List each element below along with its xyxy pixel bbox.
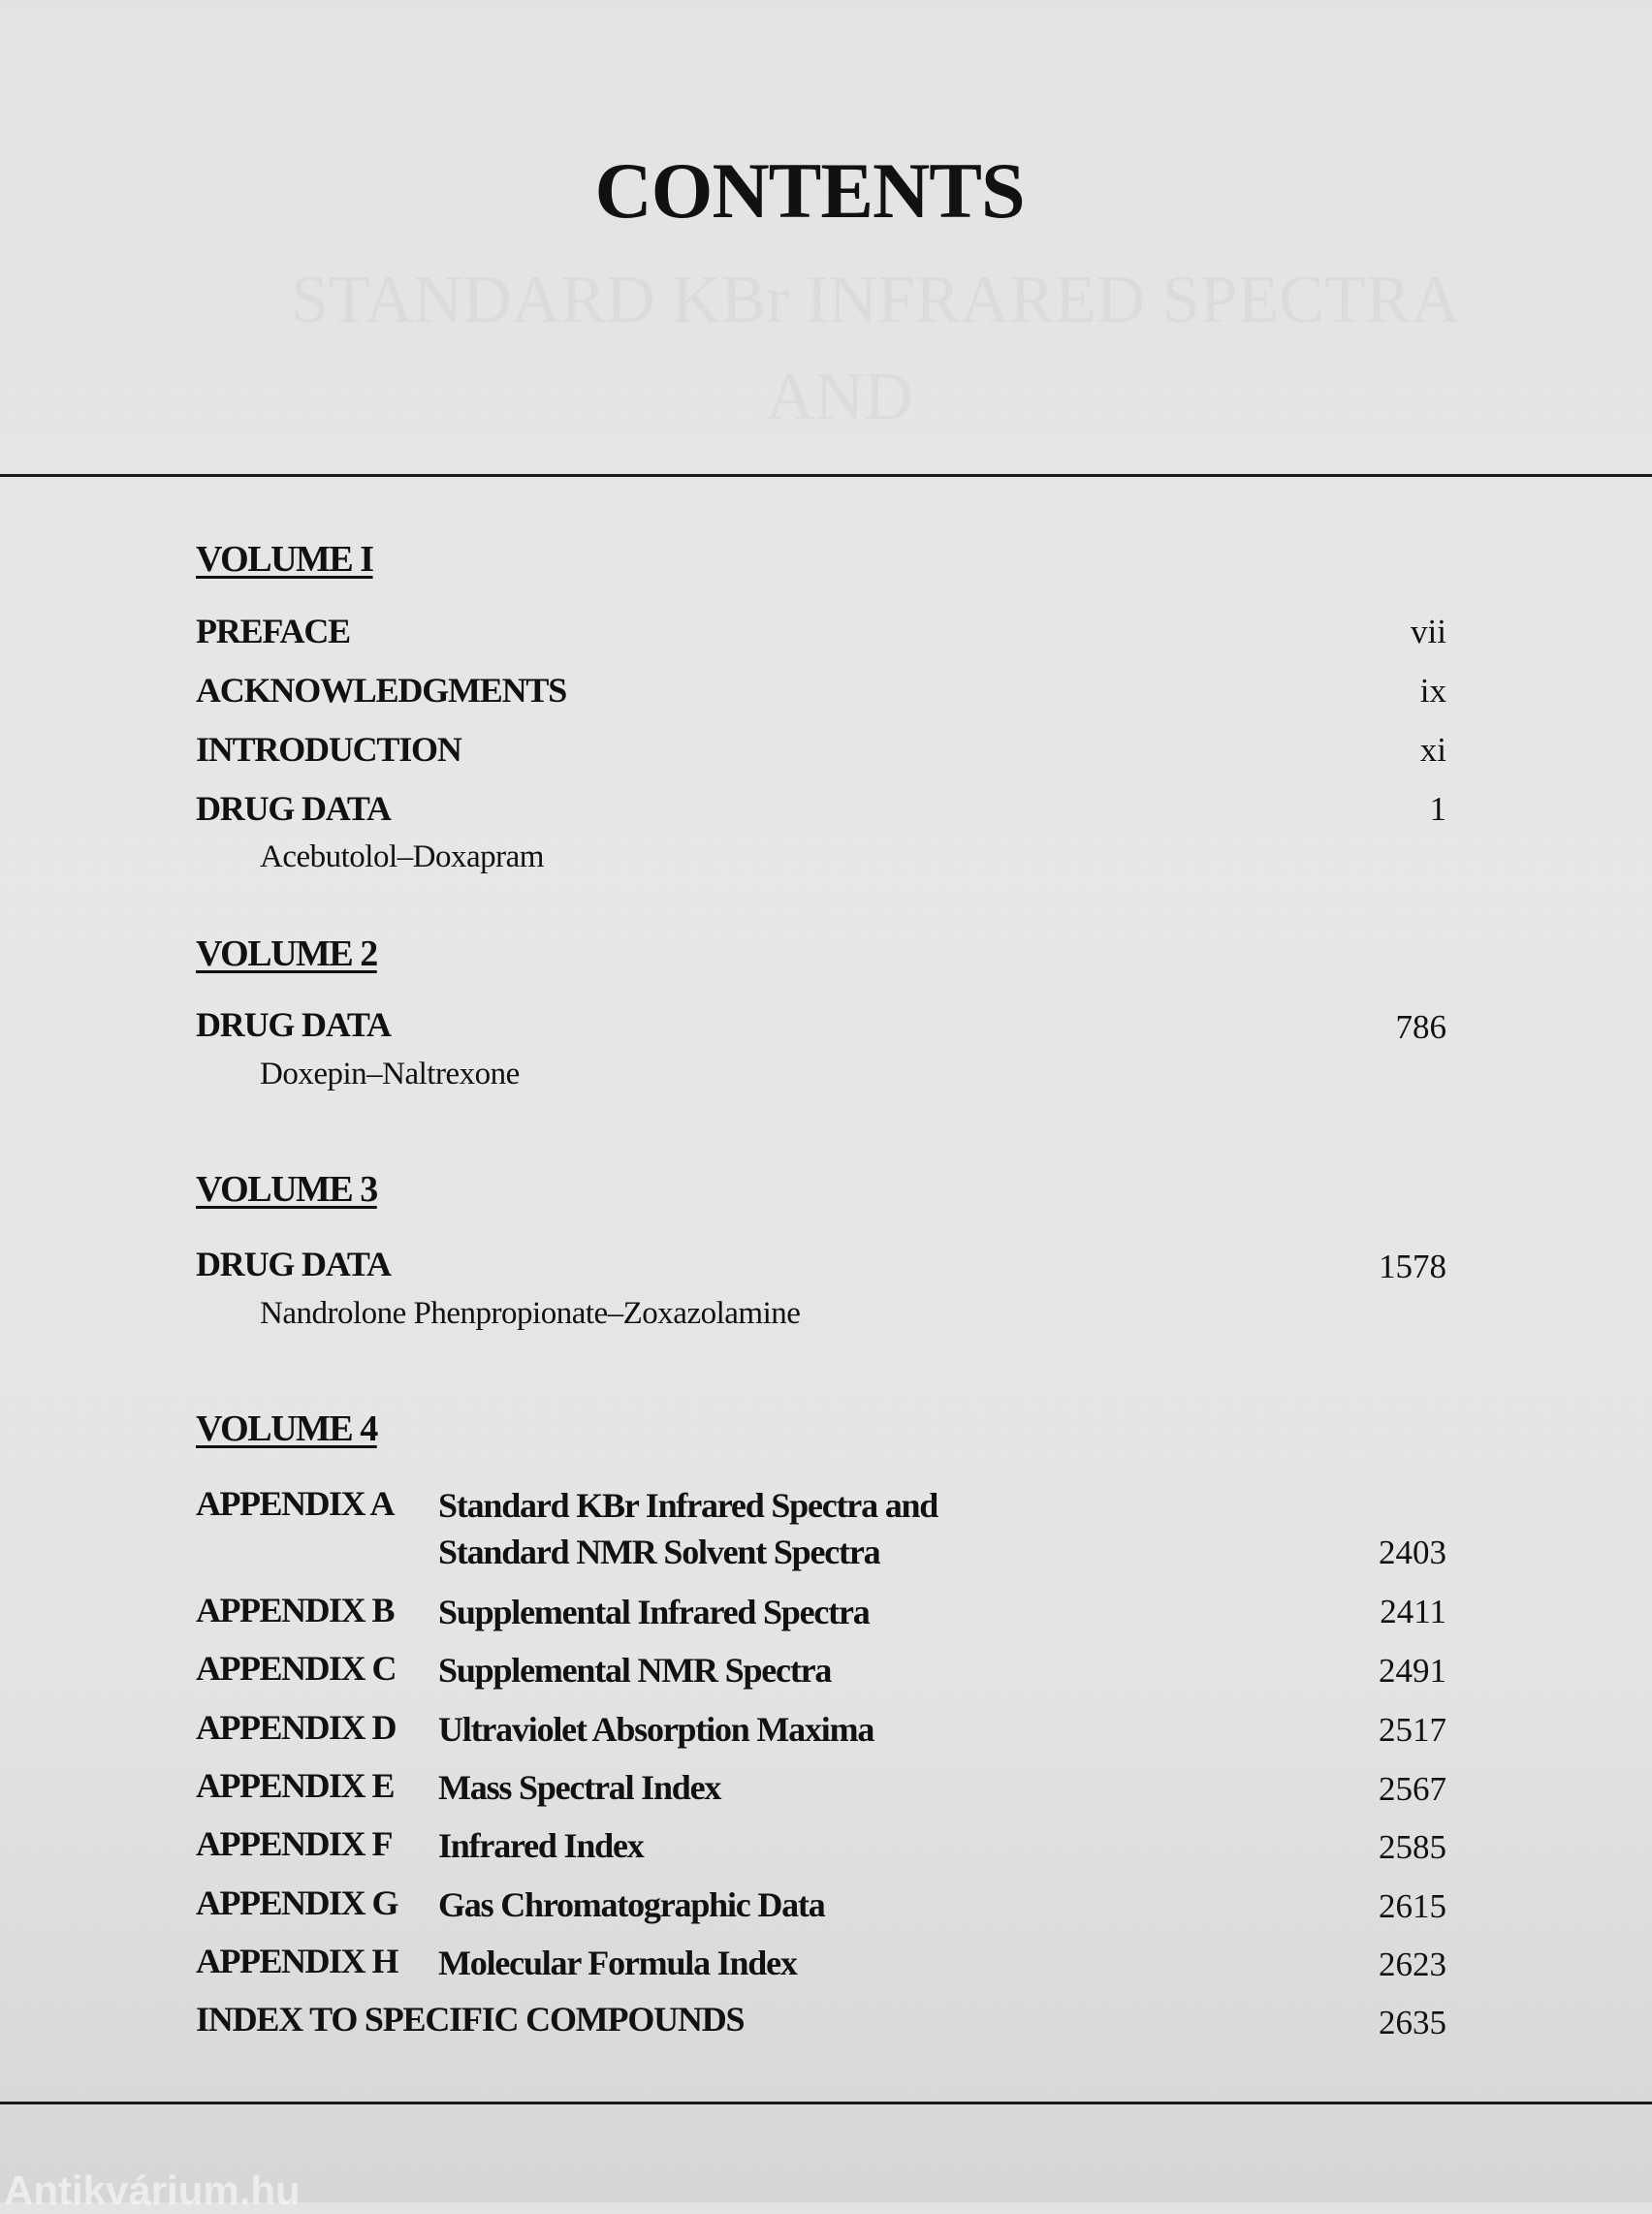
appendix-b-title: Supplemental Infrared Spectra xyxy=(438,1593,870,1631)
show-through-heading: STANDARD KBr INFRARED SPECTRA xyxy=(291,263,1460,337)
toc-entry-drug-data-3: DRUG DATA xyxy=(196,1245,391,1283)
appendix-c-page: 2491 xyxy=(1379,1652,1446,1690)
show-through-heading-2: AND xyxy=(766,360,913,434)
toc-entry-drug-data-2: DRUG DATA xyxy=(196,1005,391,1044)
toc-page-introduction: xi xyxy=(1419,731,1446,769)
toc-entry-preface: PREFACE xyxy=(196,612,350,650)
appendix-b-label: APPENDIX B xyxy=(196,1591,395,1629)
appendix-f-label: APPENDIX F xyxy=(196,1824,392,1863)
appendix-a-title-line1: Standard KBr Infrared Spectra and xyxy=(438,1486,938,1525)
appendix-c-label: APPENDIX C xyxy=(196,1649,396,1688)
volume-2-heading: VOLUME 2 xyxy=(196,933,377,974)
appendix-g-label: APPENDIX G xyxy=(196,1883,397,1922)
appendix-e-label: APPENDIX E xyxy=(196,1766,395,1805)
volume-4-heading: VOLUME 4 xyxy=(196,1408,377,1449)
appendix-f-title: Infrared Index xyxy=(438,1826,644,1865)
appendix-g-title: Gas Chromatographic Data xyxy=(438,1885,825,1924)
toc-page-drug-data-2: 786 xyxy=(1395,1008,1446,1046)
bottom-rule xyxy=(0,2102,1652,2104)
toc-page-index: 2635 xyxy=(1379,2004,1446,2041)
toc-page-drug-data-3: 1578 xyxy=(1379,1248,1446,1285)
appendix-a-page: 2403 xyxy=(1379,1534,1446,1571)
appendix-h-page: 2623 xyxy=(1379,1945,1446,1983)
toc-range-volume-2: Doxepin–Naltrexone xyxy=(260,1057,520,1091)
appendix-a-title-line2: Standard NMR Solvent Spectra xyxy=(438,1533,880,1571)
appendix-b-page: 2411 xyxy=(1380,1593,1446,1630)
appendix-d-label: APPENDIX D xyxy=(196,1708,396,1747)
appendix-c-title: Supplemental NMR Spectra xyxy=(438,1651,832,1690)
appendix-h-title: Molecular Formula Index xyxy=(438,1944,797,1982)
toc-page-preface: vii xyxy=(1411,613,1446,650)
appendix-e-title: Mass Spectral Index xyxy=(438,1768,721,1807)
appendix-e-page: 2567 xyxy=(1379,1770,1446,1808)
toc-entry-acknowledgments: ACKNOWLEDGMENTS xyxy=(196,671,567,710)
toc-range-volume-1: Acebutolol–Doxapram xyxy=(260,839,544,874)
toc-page-acknowledgments: ix xyxy=(1419,672,1446,710)
appendix-d-title: Ultraviolet Absorption Maxima xyxy=(438,1710,874,1749)
appendix-f-page: 2585 xyxy=(1379,1828,1446,1866)
appendix-a-label: APPENDIX A xyxy=(196,1484,395,1523)
watermark: Antikvárium.hu xyxy=(4,2167,301,2213)
toc-entry-index: INDEX TO SPECIFIC COMPOUNDS xyxy=(196,2000,745,2039)
toc-page-drug-data-1: 1 xyxy=(1429,790,1446,828)
toc-entry-drug-data-1: DRUG DATA xyxy=(196,789,391,828)
appendix-g-page: 2615 xyxy=(1379,1887,1446,1925)
volume-3-heading: VOLUME 3 xyxy=(196,1169,377,1210)
volume-1-heading: VOLUME I xyxy=(196,539,373,580)
appendix-d-page: 2517 xyxy=(1379,1711,1446,1749)
appendix-h-label: APPENDIX H xyxy=(196,1942,397,1980)
page-title: CONTENTS xyxy=(594,146,1025,235)
toc-range-volume-3: Nandrolone Phenpropionate–Zoxazolamine xyxy=(260,1296,801,1331)
toc-entry-introduction: INTRODUCTION xyxy=(196,730,461,769)
top-rule xyxy=(0,474,1652,477)
